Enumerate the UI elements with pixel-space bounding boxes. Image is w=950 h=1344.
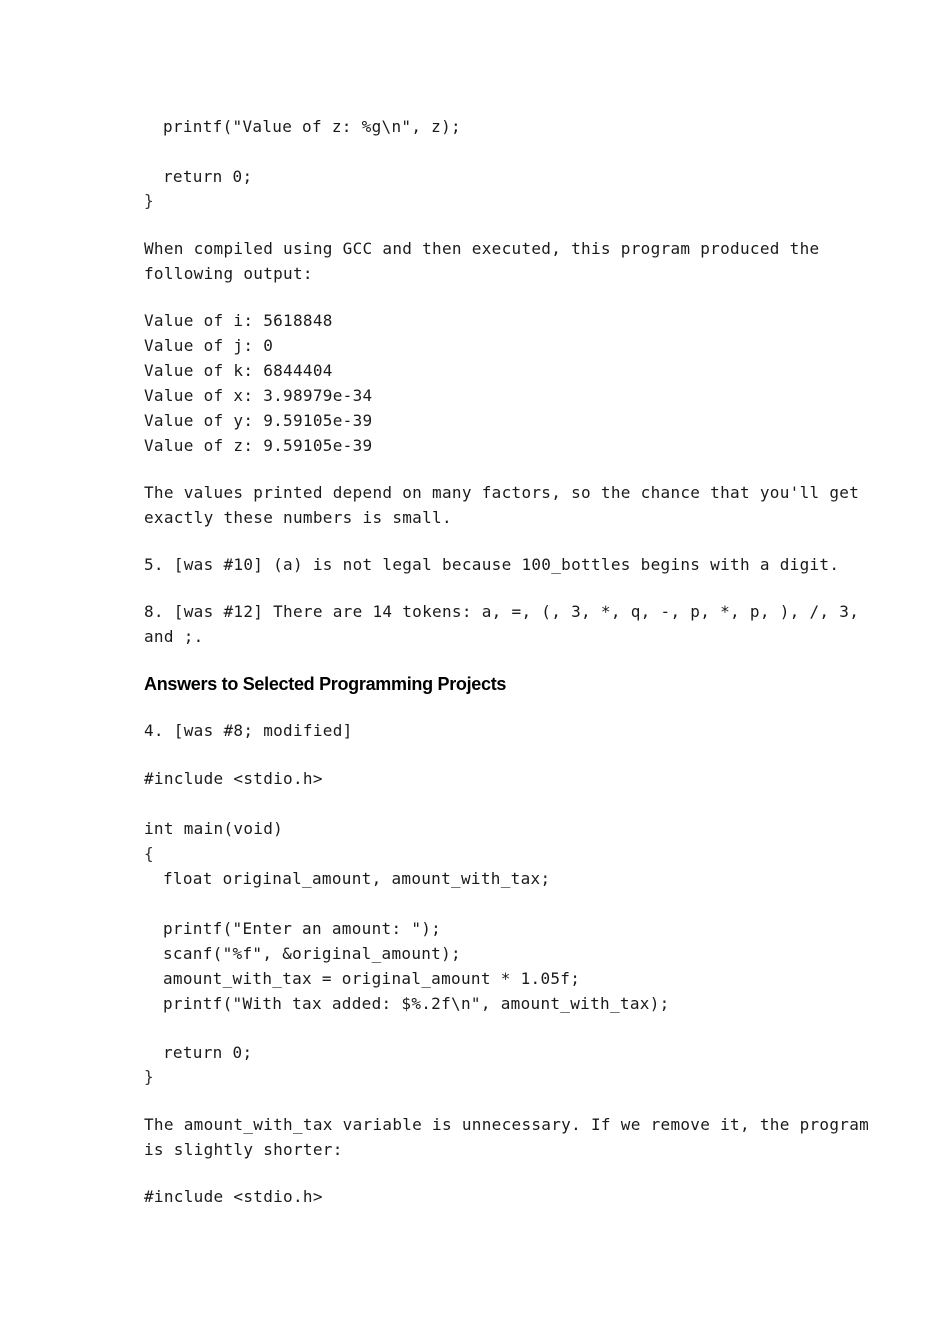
code-printf-result: printf("With tax added: $%.2f\n", amount_with_tax); — [163, 994, 670, 1013]
output-line-y: Value of y: 9.59105e-39 — [144, 411, 373, 430]
code-bottom-include: #include <stdio.h> — [144, 1187, 323, 1206]
code-printf-prompt: printf("Enter an amount: "); — [163, 919, 442, 938]
code-assign: amount_with_tax = original_amount * 1.05f; — [163, 969, 581, 988]
code-scanf: scanf("%f", &original_amount); — [163, 944, 461, 963]
code-open-brace: { — [144, 844, 154, 863]
code-declaration: float original_amount, amount_with_tax; — [163, 869, 551, 888]
answer-8-line-1: 8. [was #12] There are 14 tokens: a, =, (, 3, *, q, -, p, *, p, ), /, 3, — [144, 602, 860, 621]
answer-8-line-2: and ;. — [144, 627, 204, 646]
section-heading: Answers to Selected Programming Projects — [144, 674, 507, 694]
paragraph-1-line-1: When compiled using GCC and then executed, this program produced the — [144, 239, 820, 258]
output-line-z: Value of z: 9.59105e-39 — [144, 436, 373, 455]
project-4-label: 4. [was #8; modified] — [144, 721, 353, 740]
code-main-signature: int main(void) — [144, 819, 284, 838]
code-close-brace: } — [144, 191, 154, 210]
paragraph-1-line-2: following output: — [144, 264, 313, 283]
paragraph-3-line-2: is slightly shorter: — [144, 1140, 343, 1159]
output-line-j: Value of j: 0 — [144, 336, 274, 355]
code-return: return 0; — [163, 167, 253, 186]
paragraph-2-line-2: exactly these numbers is small. — [144, 508, 452, 527]
code-main-close-brace: } — [144, 1067, 154, 1086]
paragraph-3-line-1: The amount_with_tax variable is unnecessary. If we remove it, the program — [144, 1115, 870, 1134]
answer-5: 5. [was #10] (a) is not legal because 100_bottles begins with a digit. — [144, 555, 840, 574]
paragraph-2-line-1: The values printed depend on many factors, so the chance that you'll get — [144, 483, 860, 502]
code-main-return: return 0; — [163, 1043, 253, 1062]
output-line-x: Value of x: 3.98979e-34 — [144, 386, 373, 405]
output-line-i: Value of i: 5618848 — [144, 311, 333, 330]
code-printf-z: printf("Value of z: %g\n", z); — [163, 117, 461, 136]
code-include: #include <stdio.h> — [144, 769, 323, 788]
output-line-k: Value of k: 6844404 — [144, 361, 333, 380]
